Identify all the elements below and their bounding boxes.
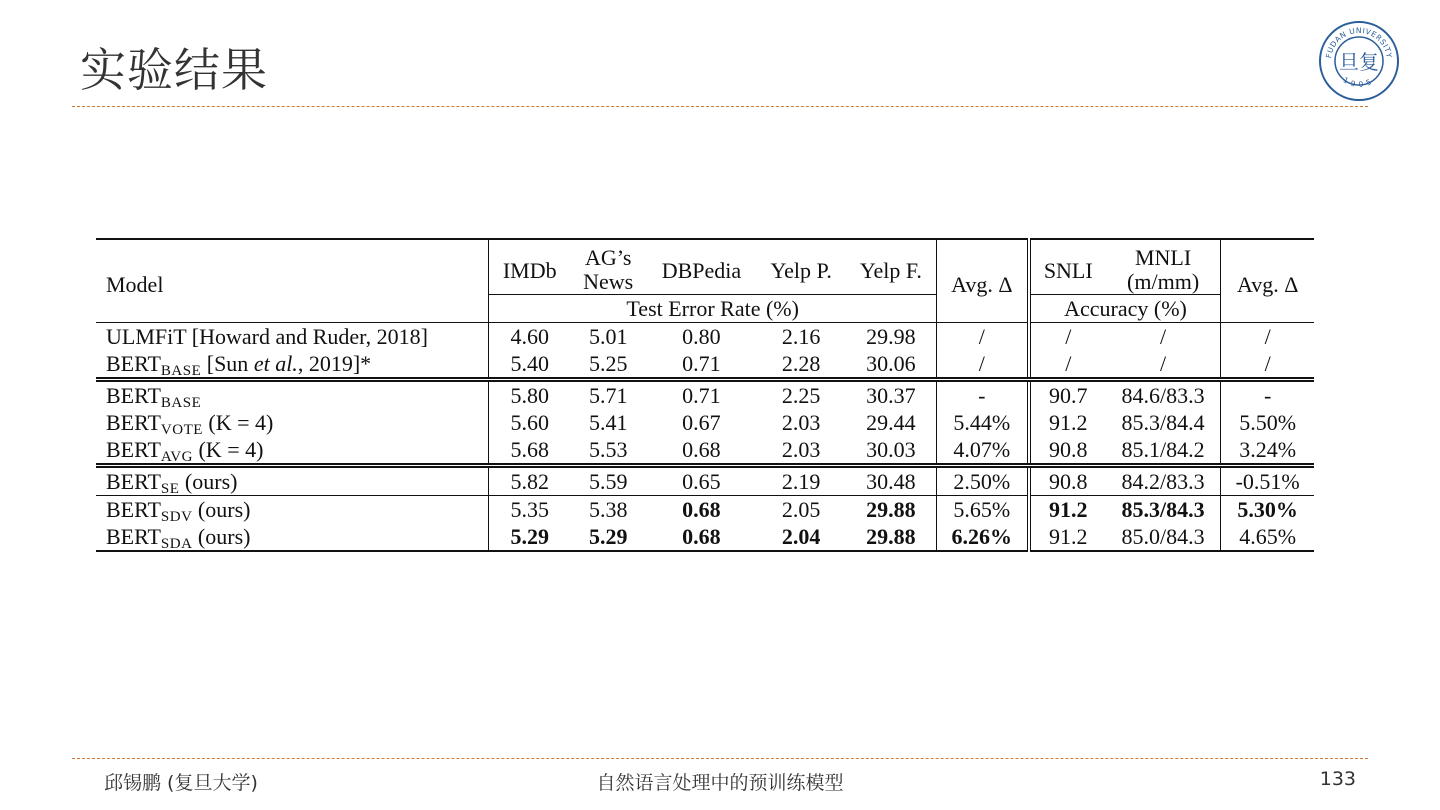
- cell-agnews: 5.41: [588, 410, 628, 435]
- row-model-name: $BERT_{AVG}$ (K = 4): [96, 436, 489, 466]
- header-agnews-line2: News: [583, 269, 634, 294]
- cell-yelp-p: 2.16: [757, 323, 846, 351]
- svg-text:1905: [1342, 75, 1377, 89]
- cell-avg-delta-1: /: [936, 323, 1028, 351]
- cell-agnews: 5.38: [570, 496, 646, 524]
- cell-avg-delta-2: 5.30%: [1221, 496, 1314, 524]
- cell-snli: 91.2: [1049, 410, 1088, 435]
- cell-dbpedia: 0.80: [646, 323, 756, 351]
- cell-dbpedia: 0.68: [646, 496, 756, 524]
- row-model-name: $BERT_{BASE}$ [Sun et al., 2019]*: [96, 350, 489, 380]
- logo-text: FUDAN UNIVERSITY: [1324, 25, 1394, 59]
- header-snli: SNLI: [1029, 239, 1106, 295]
- cell-snli: 90.7: [1029, 380, 1106, 410]
- group-accuracy: Accuracy (%): [1029, 295, 1221, 323]
- cell-imdb: 5.82: [489, 466, 570, 496]
- cell-agnews: 5.53: [588, 437, 628, 462]
- row-model-name: $BERT_{VOTE}$ (K = 4): [96, 409, 489, 436]
- cell-yelp-p: 2.03: [781, 410, 821, 435]
- cell-avg-delta-1: 4.07%: [936, 436, 1028, 466]
- cell-imdb: 4.60: [489, 323, 570, 351]
- cell-yelp-p: 2.28: [781, 351, 821, 376]
- cell-avg-delta-2: /: [1221, 323, 1314, 351]
- cell-yelp-f: 29.88: [846, 523, 937, 551]
- cell-avg-delta-2: /: [1264, 351, 1271, 376]
- table-row: [96, 409, 1314, 436]
- cell-yelp-p: 2.05: [757, 496, 846, 524]
- cell-avg-delta-1: -: [936, 380, 1028, 410]
- row-model-name: ULMFiT [Howard and Ruder, 2018]: [96, 323, 489, 351]
- cell-mnli: 85.1/84.2: [1106, 436, 1221, 466]
- table-header-row: [96, 239, 1314, 295]
- cell-agnews: 5.59: [570, 466, 646, 496]
- header-mnli-line2: (m/mm): [1127, 269, 1200, 294]
- cell-avg-delta-1: 2.50%: [936, 466, 1028, 496]
- header-yelp-f: Yelp F.: [846, 239, 937, 295]
- cell-yelp-f: 30.48: [846, 466, 937, 496]
- cell-imdb: 5.60: [510, 410, 549, 435]
- cell-avg-delta-1: /: [936, 350, 1028, 380]
- header-avg-delta-2: Avg. Δ: [1221, 239, 1314, 323]
- cell-dbpedia: 0.71: [646, 380, 756, 410]
- cell-snli: 91.2: [1029, 496, 1106, 524]
- row-model-name: $BERT_{BASE}$: [96, 380, 489, 410]
- cell-yelp-f: 29.98: [846, 323, 937, 351]
- cell-agnews: 5.29: [570, 523, 646, 551]
- cell-yelp-p: 2.04: [757, 523, 846, 551]
- header-avg-delta-1: Avg. Δ: [936, 239, 1028, 323]
- cell-mnli: 84.6/83.3: [1106, 380, 1221, 410]
- cell-imdb: 5.80: [489, 380, 570, 410]
- fudan-university-logo: [1318, 20, 1400, 102]
- cell-yelp-f: 30.06: [846, 350, 937, 380]
- cell-mnli: 85.3/84.3: [1106, 496, 1221, 524]
- table-row: [96, 380, 1314, 410]
- logo-year: 1905: [1341, 75, 1377, 90]
- table-row: [96, 436, 1314, 466]
- group-test-error-rate: Test Error Rate (%): [489, 295, 937, 323]
- cell-agnews: 5.71: [570, 380, 646, 410]
- cell-agnews: 5.01: [570, 323, 646, 351]
- cell-snli: 91.2: [1029, 523, 1106, 551]
- cell-mnli: /: [1106, 350, 1221, 380]
- cell-avg-delta-2: 3.24%: [1239, 437, 1297, 462]
- header-mnli: [1106, 239, 1221, 295]
- cell-dbpedia: 0.65: [646, 466, 756, 496]
- cell-imdb: 5.40: [510, 351, 549, 376]
- header-agnews-line1: AG’s: [584, 245, 632, 270]
- footer-author: 邱锡鹏 (复旦大学): [104, 772, 258, 794]
- cell-avg-delta-2: -: [1221, 380, 1314, 410]
- row-model-name: $BERT_{SDA}$ (ours): [96, 523, 489, 551]
- footer-talk-title: 自然语言处理中的预训练模型: [596, 772, 844, 794]
- cell-yelp-p: 2.03: [781, 437, 821, 462]
- cell-snli: /: [1065, 351, 1072, 376]
- cell-mnli: 85.3/84.4: [1106, 409, 1221, 436]
- table-row: [96, 350, 1314, 380]
- logo-glyph: 旦复: [1339, 50, 1379, 74]
- cell-avg-delta-1: 5.65%: [936, 496, 1028, 524]
- cell-imdb: 5.68: [510, 437, 549, 462]
- cell-agnews: 5.25: [588, 351, 628, 376]
- page-number: 133: [1319, 768, 1356, 790]
- cell-yelp-f: 29.44: [846, 409, 937, 436]
- cell-avg-delta-1: 5.44%: [936, 409, 1028, 436]
- cell-avg-delta-2: -0.51%: [1221, 466, 1314, 496]
- row-model-name: $BERT_{SE}$ (ours): [96, 466, 489, 496]
- row-model-name: $BERT_{SDV}$ (ours): [96, 496, 489, 524]
- title-divider: [72, 106, 1368, 107]
- cell-snli: /: [1029, 323, 1106, 351]
- header-agnews: [570, 239, 646, 295]
- results-table: [96, 238, 1314, 552]
- cell-yelp-f: 30.37: [846, 380, 937, 410]
- header-model: Model: [96, 239, 489, 323]
- cell-avg-delta-2: 4.65%: [1221, 523, 1314, 551]
- cell-dbpedia: 0.71: [682, 351, 721, 376]
- cell-dbpedia: 0.68: [646, 523, 756, 551]
- cell-avg-delta-2: 5.50%: [1239, 410, 1297, 435]
- cell-snli: 90.8: [1049, 437, 1088, 462]
- table-row: [96, 323, 1314, 351]
- cell-mnli: 85.0/84.3: [1106, 523, 1221, 551]
- header-yelp-p: Yelp P.: [757, 239, 846, 295]
- cell-avg-delta-1: 6.26%: [936, 523, 1028, 551]
- cell-yelp-f: 30.03: [846, 436, 937, 466]
- cell-yelp-f: 29.88: [846, 496, 937, 524]
- cell-mnli: 84.2/83.3: [1106, 466, 1221, 496]
- cell-imdb: 5.29: [489, 523, 570, 551]
- header-mnli-line1: MNLI: [1134, 245, 1192, 270]
- header-dbpedia: DBPedia: [646, 239, 756, 295]
- cell-yelp-p: 2.25: [757, 380, 846, 410]
- table-row: [96, 466, 1314, 496]
- cell-dbpedia: 0.67: [682, 410, 721, 435]
- cell-dbpedia: 0.68: [682, 437, 721, 462]
- slide-title: 实验结果: [80, 43, 268, 97]
- cell-imdb: 5.35: [489, 496, 570, 524]
- footer-divider: [72, 758, 1368, 759]
- cell-mnli: /: [1106, 323, 1221, 351]
- header-imdb: IMDb: [489, 239, 570, 295]
- cell-snli: 90.8: [1029, 466, 1106, 496]
- cell-yelp-p: 2.19: [757, 466, 846, 496]
- table-row: [96, 523, 1314, 551]
- table-row: [96, 496, 1314, 524]
